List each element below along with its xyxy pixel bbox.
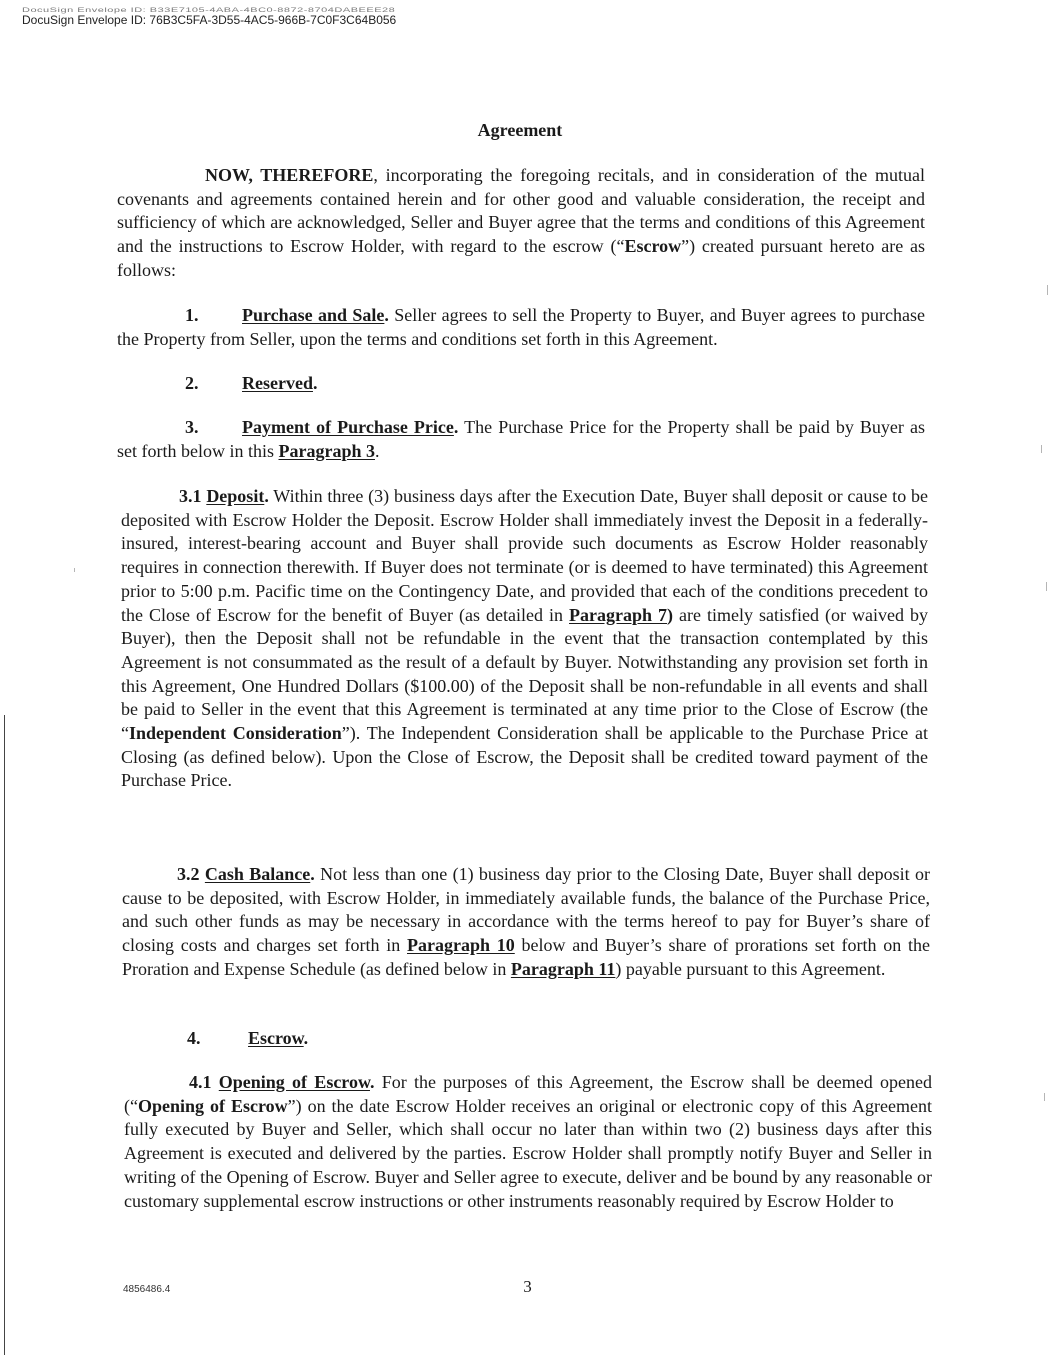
section-4-heading: Escrow bbox=[248, 1028, 304, 1048]
section-3-heading: Payment of Purchase Price bbox=[242, 417, 454, 437]
section-1-heading: Purchase and Sale bbox=[242, 305, 385, 325]
section-3: 3. Payment of Purchase Price. The Purchase Price for the Property shall be paid by Buyer as set forth below in this Paragraph 3. bbox=[117, 417, 925, 461]
intro-text: , incorporating the foregoing recitals, and in consideration of the mutual covenants and agreements contained herein and for other good and valuable consideration, the receipt and sufficiency of which are acknowledged, Seller and Buyer agree that the terms and conditions of this Agreement and the instructions to Escrow Holder, with regard to the escrow (“ bbox=[117, 165, 925, 257]
section-3-2-ref2: Paragraph 11 bbox=[510, 958, 616, 979]
section-4-1-term: Opening of Escrow bbox=[137, 1095, 288, 1116]
intro-term: Escrow bbox=[624, 236, 682, 257]
section-3-1-text1: Within three (3) business days after the Execution Date, Buyer shall deposit or cause to be deposited with Escrow Holder the Deposit. Escrow Holder shall immediately invest the Deposit in a federally-insured, interest-bearing account and Buyer shall provide such documents as Escrow Holder reasonably requires in connection therewith. If Buyer does not terminate (or is deemed to have terminated) this Agreement prior to 5:00 p.m. Pacific time on the Contingency Date, and provided that each of the conditions precedent to the Close of Escrow for the benefit of Buyer (as detailed in bbox=[121, 486, 928, 625]
scan-mark bbox=[74, 568, 75, 572]
section-2-number: 2. bbox=[185, 373, 199, 393]
page-title: Agreement bbox=[477, 120, 563, 140]
envelope-id-ghost: DocuSign Envelope ID: B33E7105-4ABA-4BC0-8872-8704DABEEE28 bbox=[22, 7, 396, 14]
section-4-1-text1: For the purposes of this Agreement, the Escrow shall be deemed opened (“ bbox=[124, 1072, 933, 1116]
intro-paragraph bbox=[117, 164, 925, 283]
section-3-2: 3.2 Cash Balance. Not less than one (1) business day prior to the Closing Date, Buyer shall deposit or cause to be deposited, with Escrow Holder, in immediately available funds, the balance of the Purchase Price, and such other funds as may be necessary in accordance with the terms hereof to pay for Buyer’s share of closing costs and charges set forth in Paragraph 10 below and Buyer’s share of prorations set forth on the Proration and Expense Schedule (as defined below in Paragraph 11) payable pursuant to this Agreement. bbox=[122, 864, 931, 979]
section-3-2-number: 3.2 bbox=[177, 864, 200, 884]
envelope-id: DocuSign Envelope ID: 76B3C5FA-3D55-4AC5-966B-7C0F3C64B056 bbox=[22, 13, 397, 27]
section-3-2-ref1: Paragraph 10 bbox=[407, 935, 515, 956]
intro-lead: NOW, THEREFORE bbox=[205, 165, 374, 185]
scan-mark bbox=[1044, 1093, 1045, 1101]
scan-mark bbox=[1047, 285, 1048, 295]
section-4-1-text2: ”) on the date Escrow Holder receives an original or electronic copy of this Agreement fully executed by Buyer and Seller, which shall occur no later than within two (2) business days after this Agreement is executed and delivered by the parties. Escrow Holder shall promptly notify Buyer and Seller in writing of the Opening of Escrow. Buyer and Seller agree to execute, deliver and be bound by any reasonable or customary supplemental escrow instructions or other instruments reasonably required by Escrow Holder to bbox=[124, 1095, 933, 1211]
section-3-1-term: Independent Consideration bbox=[129, 723, 342, 744]
section-3-1-text3: ”). The Independent Consideration shall be applicable to the Purchase Price at Closing (as defined below). Upon the Close of Escrow, the Deposit shall be credited toward payment of the Purchase Price. bbox=[121, 723, 928, 791]
section-3-ref: Paragraph 3 bbox=[278, 440, 375, 461]
section-3-1-number: 3.1 bbox=[179, 486, 202, 506]
section-1: 1. Purchase and Sale. Seller agrees to sell the Property to Buyer, and Buyer agrees to purchase the Property from Seller, upon the terms and conditions set forth in this Agreement. bbox=[117, 305, 926, 349]
section-3-2-text3: ) payable pursuant to this Agreement. bbox=[615, 958, 886, 979]
section-3-text: The Purchase Price for the Property shall be paid by Buyer as set forth below in this bbox=[117, 417, 925, 461]
scan-edge-line bbox=[4, 715, 5, 1355]
section-4-1: 4.1 Opening of Escrow. For the purposes of this Agreement, the Escrow shall be deemed opened (“Opening of Escrow”) on the date Escrow Holder receives an original or electronic copy of this Agreement fully executed by Buyer and Seller, which shall occur no later than within two (2) business days after this Agreement is executed and delivered by the parties. Escrow Holder shall promptly notify Buyer and Seller in writing of the Opening of Escrow. Buyer and Seller agree to execute, deliver and be bound by any reasonable or customary supplemental escrow instructions or other instruments reasonably required by Escrow Holder to bbox=[124, 1072, 933, 1211]
section-1-number: 1. bbox=[185, 305, 199, 325]
section-3-2-heading: Cash Balance bbox=[204, 864, 311, 884]
section-4-1-number: 4.1 bbox=[189, 1072, 212, 1092]
section-3-number: 3. bbox=[185, 417, 199, 437]
section-3-1-ref: Paragraph 7 bbox=[569, 604, 668, 625]
section-4-number: 4. bbox=[187, 1028, 201, 1048]
document-code: 4856486.4 bbox=[123, 1284, 171, 1295]
scan-mark bbox=[1046, 582, 1047, 591]
section-4: 4. Escrow. bbox=[187, 1027, 787, 1051]
section-3-2-text1: Not less than one (1) business day prior to the Closing Date, Buyer shall deposit or cause to be deposited, with Escrow Holder, in immediately available funds, the balance of the Purchase Price, and such other funds as may be necessary in accordance with the terms hereof to pay for Buyer’s share of closing costs and charges set forth in bbox=[122, 864, 931, 956]
section-3-1: 3.1 Deposit. Within three (3) business days after the Execution Date, Buyer shall deposit or cause to be deposited with Escrow Holder the Deposit. Escrow Holder shall immediately invest the Deposit in a federally-insured, interest-bearing account and Buyer shall provide such documents as Escrow Holder reasonably requires in connection therewith. If Buyer does not terminate (or is deemed to have terminated) this Agreement prior to 5:00 p.m. Pacific time on the Contingency Date, and provided that each of the conditions precedent to the Close of Escrow for the benefit of Buyer (as detailed in Paragraph 7) are timely satisfied (or waived by Buyer), then the Deposit shall not be refundable in the event that the transaction contemplated by this Agreement is not consummated as the result of a default by Buyer. Notwithstanding any provision set forth in this Agreement, One Hundred Dollars ($100.00) of the Deposit shall be non-refundable in all events and shall be paid to Seller in the event that this Agreement is terminated at any time prior to the Close of Escrow (the “Independent Consideration”). The Independent Consideration shall be applicable to the Purchase Price at Closing (as defined below). Upon the Close of Escrow, the Deposit shall be credited toward payment of the Purchase Price. bbox=[121, 486, 929, 791]
section-2: 2. Reserved. bbox=[185, 372, 785, 396]
page-number: 3 bbox=[523, 1277, 532, 1296]
section-3-1-text2: are timely satisfied (or waived by Buyer), then the Deposit shall not be refundable in the event that the transaction contemplated by this Agreement is not consummated as the result of a default by Buyer. Notwithstanding any provision set forth in this Agreement, One Hundred Dollars ($100.00) of the Deposit shall be non-refundable in all events and shall be paid to Seller in the event that this Agreement is terminated at any time prior to the Close of Escrow (the “ bbox=[121, 604, 929, 744]
section-4-1-heading: Opening of Escrow bbox=[218, 1072, 370, 1092]
intro-end: ”) created pursuant hereto are as follows: bbox=[117, 236, 925, 280]
section-3-1-heading: Deposit bbox=[206, 486, 265, 506]
section-1-text: Seller agrees to sell the Property to Buyer, and Buyer agrees to purchase the Property from Seller, upon the terms and conditions set forth in this Agreement. bbox=[117, 305, 926, 349]
scan-mark bbox=[1041, 445, 1042, 453]
section-3-2-text2: below and Buyer’s share of prorations set forth on the Proration and Expense Schedule (as defined below in bbox=[122, 935, 931, 979]
section-2-heading: Reserved bbox=[242, 373, 313, 393]
